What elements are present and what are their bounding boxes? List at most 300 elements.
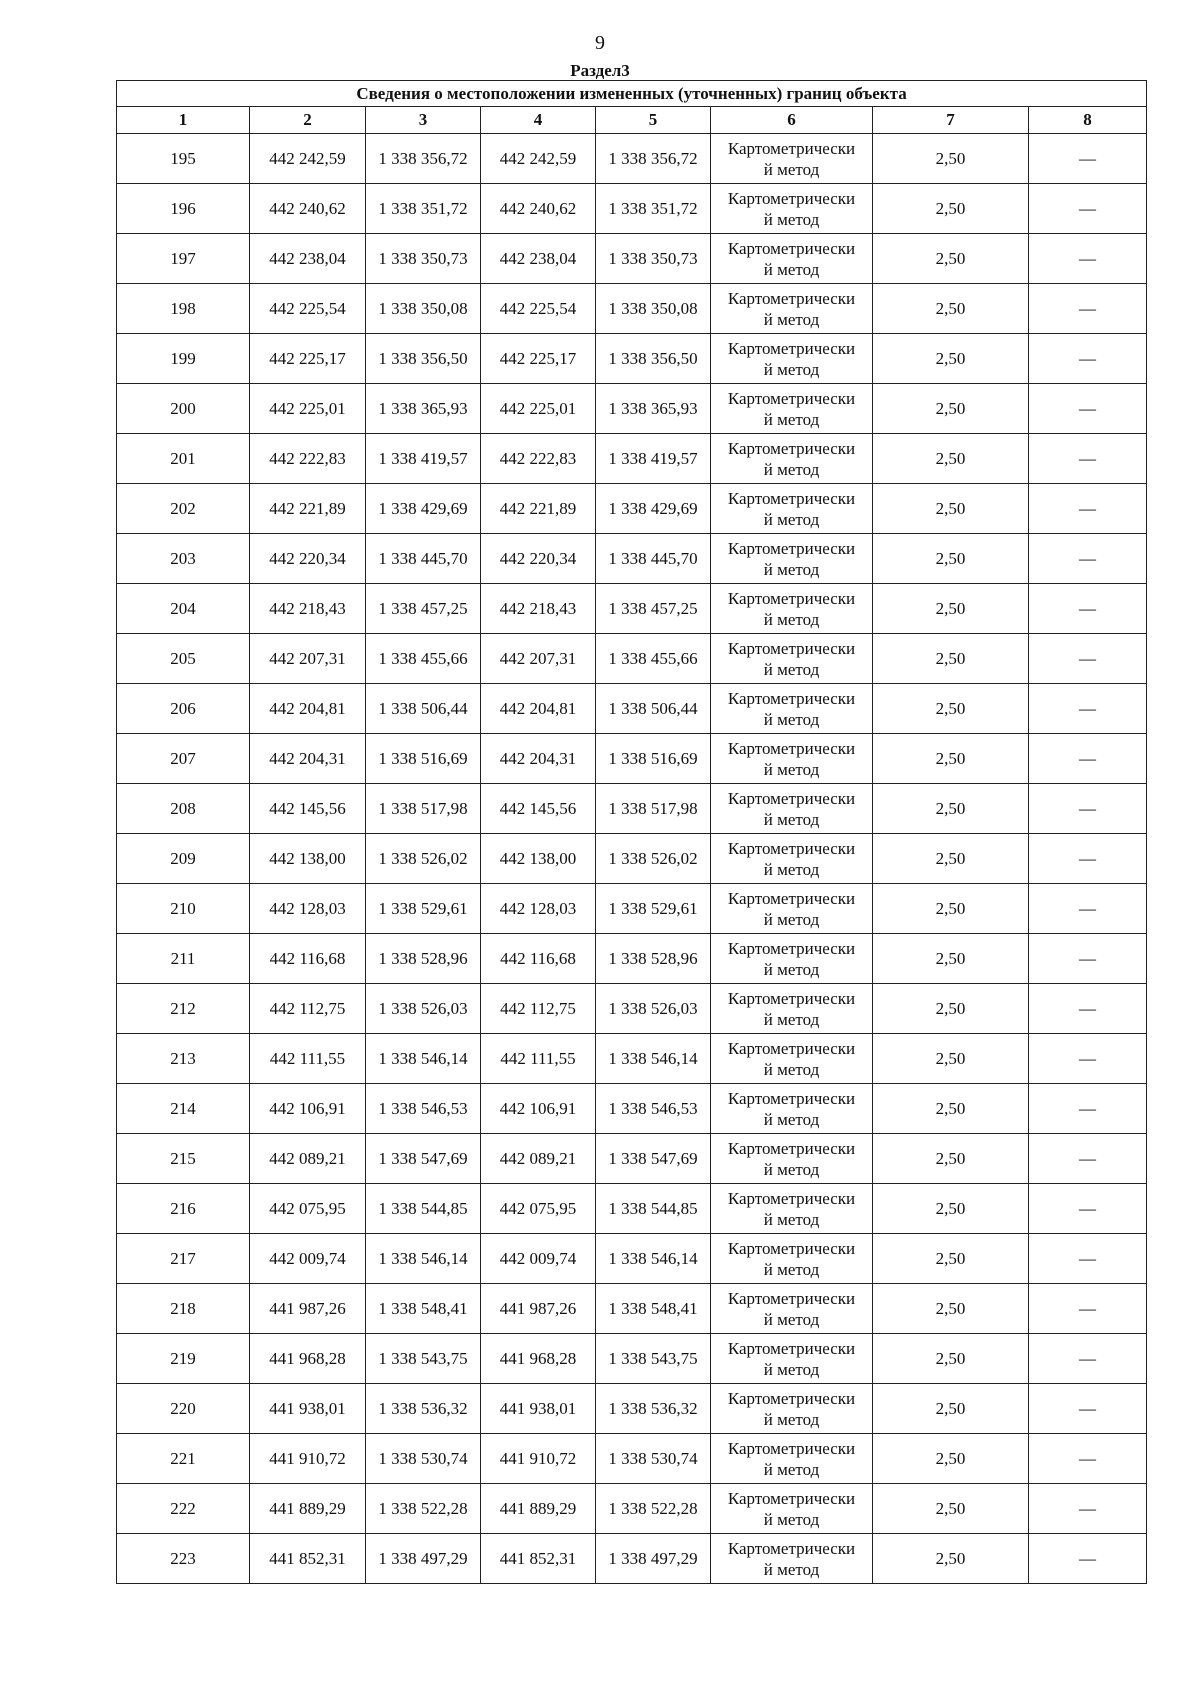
method-cell xyxy=(711,1484,873,1534)
accuracy-cell: 2,50 xyxy=(873,234,1029,284)
method-line-1: Картометрически xyxy=(727,1138,856,1158)
table-row xyxy=(117,934,1147,984)
x-old-cell: 441 987,26 xyxy=(250,1284,366,1334)
x-old-cell: 442 111,55 xyxy=(250,1034,366,1084)
method-line-1: Картометрически xyxy=(727,538,856,558)
table-row xyxy=(117,334,1147,384)
table-row xyxy=(117,1334,1147,1384)
x-old-cell: 442 145,56 xyxy=(250,784,366,834)
point-number-cell: 214 xyxy=(117,1084,250,1134)
x-new-cell: 442 225,01 xyxy=(481,384,596,434)
y-old-cell: 1 338 546,14 xyxy=(366,1034,481,1084)
table-row xyxy=(117,584,1147,634)
y-old-cell: 1 338 529,61 xyxy=(366,884,481,934)
y-old-cell: 1 338 548,41 xyxy=(366,1284,481,1334)
x-new-cell: 441 852,31 xyxy=(481,1534,596,1584)
method-line-1: Картометрически xyxy=(727,138,856,158)
x-old-cell: 442 240,62 xyxy=(250,184,366,234)
method-cell xyxy=(711,984,873,1034)
note-cell: — xyxy=(1029,1084,1147,1134)
method-line-1: Картометрически xyxy=(727,238,856,258)
accuracy-cell: 2,50 xyxy=(873,534,1029,584)
y-new-cell: 1 338 547,69 xyxy=(596,1134,711,1184)
note-cell: — xyxy=(1029,984,1147,1034)
x-new-cell: 442 106,91 xyxy=(481,1084,596,1134)
accuracy-cell: 2,50 xyxy=(873,184,1029,234)
y-old-cell: 1 338 526,02 xyxy=(366,834,481,884)
method-line-1: Картометрически xyxy=(727,938,856,958)
x-old-cell: 442 009,74 xyxy=(250,1234,366,1284)
y-old-cell: 1 338 429,69 xyxy=(366,484,481,534)
method-line-2: й метод xyxy=(763,309,820,329)
method-line-2: й метод xyxy=(763,1259,820,1279)
point-number-cell: 216 xyxy=(117,1184,250,1234)
x-old-cell: 442 221,89 xyxy=(250,484,366,534)
accuracy-cell: 2,50 xyxy=(873,1384,1029,1434)
note-cell: — xyxy=(1029,284,1147,334)
method-line-1: Картометрически xyxy=(727,1488,856,1508)
table-row xyxy=(117,834,1147,884)
method-cell xyxy=(711,184,873,234)
point-number-cell: 207 xyxy=(117,734,250,784)
accuracy-cell: 2,50 xyxy=(873,1184,1029,1234)
y-old-cell: 1 338 528,96 xyxy=(366,934,481,984)
method-line-2: й метод xyxy=(763,859,820,879)
point-number-cell: 210 xyxy=(117,884,250,934)
point-number-cell: 199 xyxy=(117,334,250,384)
x-old-cell: 441 938,01 xyxy=(250,1384,366,1434)
x-old-cell: 441 910,72 xyxy=(250,1434,366,1484)
accuracy-cell: 2,50 xyxy=(873,1434,1029,1484)
y-new-cell: 1 338 546,14 xyxy=(596,1234,711,1284)
table-row xyxy=(117,484,1147,534)
method-cell xyxy=(711,384,873,434)
table-row xyxy=(117,234,1147,284)
note-cell: — xyxy=(1029,334,1147,384)
method-cell xyxy=(711,884,873,934)
x-new-cell: 441 910,72 xyxy=(481,1434,596,1484)
point-number-cell: 220 xyxy=(117,1384,250,1434)
method-line-1: Картометрически xyxy=(727,1088,856,1108)
column-header: 4 xyxy=(481,107,596,134)
y-new-cell: 1 338 429,69 xyxy=(596,484,711,534)
column-header: 3 xyxy=(366,107,481,134)
y-new-cell: 1 338 546,14 xyxy=(596,1034,711,1084)
table-row xyxy=(117,534,1147,584)
accuracy-cell: 2,50 xyxy=(873,584,1029,634)
column-header: 5 xyxy=(596,107,711,134)
note-cell: — xyxy=(1029,184,1147,234)
x-new-cell: 442 207,31 xyxy=(481,634,596,684)
y-new-cell: 1 338 356,72 xyxy=(596,134,711,184)
note-cell: — xyxy=(1029,1534,1147,1584)
x-new-cell: 442 112,75 xyxy=(481,984,596,1034)
x-old-cell: 442 225,01 xyxy=(250,384,366,434)
table-body xyxy=(117,134,1147,1584)
accuracy-cell: 2,50 xyxy=(873,834,1029,884)
method-line-1: Картометрически xyxy=(727,338,856,358)
x-old-cell: 442 116,68 xyxy=(250,934,366,984)
accuracy-cell: 2,50 xyxy=(873,484,1029,534)
method-line-1: Картометрически xyxy=(727,1038,856,1058)
x-old-cell: 442 207,31 xyxy=(250,634,366,684)
point-number-cell: 204 xyxy=(117,584,250,634)
method-line-2: й метод xyxy=(763,1309,820,1329)
accuracy-cell: 2,50 xyxy=(873,734,1029,784)
point-number-cell: 209 xyxy=(117,834,250,884)
method-cell xyxy=(711,134,873,184)
note-cell: — xyxy=(1029,884,1147,934)
y-old-cell: 1 338 516,69 xyxy=(366,734,481,784)
column-header: 7 xyxy=(873,107,1029,134)
y-old-cell: 1 338 356,50 xyxy=(366,334,481,384)
method-cell xyxy=(711,1234,873,1284)
method-line-2: й метод xyxy=(763,809,820,829)
method-cell xyxy=(711,1034,873,1084)
method-line-1: Картометрически xyxy=(727,488,856,508)
point-number-cell: 217 xyxy=(117,1234,250,1284)
y-new-cell: 1 338 516,69 xyxy=(596,734,711,784)
y-new-cell: 1 338 497,29 xyxy=(596,1534,711,1584)
y-old-cell: 1 338 350,73 xyxy=(366,234,481,284)
accuracy-cell: 2,50 xyxy=(873,1084,1029,1134)
table-row xyxy=(117,434,1147,484)
point-number-cell: 211 xyxy=(117,934,250,984)
y-new-cell: 1 338 528,96 xyxy=(596,934,711,984)
note-cell: — xyxy=(1029,684,1147,734)
table-row xyxy=(117,1384,1147,1434)
note-cell: — xyxy=(1029,1284,1147,1334)
table-row xyxy=(117,1534,1147,1584)
method-cell xyxy=(711,634,873,684)
note-cell: — xyxy=(1029,1184,1147,1234)
table-row xyxy=(117,884,1147,934)
method-cell xyxy=(711,1184,873,1234)
x-old-cell: 442 204,81 xyxy=(250,684,366,734)
y-new-cell: 1 338 506,44 xyxy=(596,684,711,734)
method-line-1: Картометрически xyxy=(727,788,856,808)
x-new-cell: 442 075,95 xyxy=(481,1184,596,1234)
accuracy-cell: 2,50 xyxy=(873,1134,1029,1184)
method-line-1: Картометрически xyxy=(727,288,856,308)
method-line-2: й метод xyxy=(763,1559,820,1579)
y-old-cell: 1 338 351,72 xyxy=(366,184,481,234)
note-cell: — xyxy=(1029,384,1147,434)
x-old-cell: 442 225,54 xyxy=(250,284,366,334)
note-cell: — xyxy=(1029,634,1147,684)
note-cell: — xyxy=(1029,784,1147,834)
point-number-cell: 196 xyxy=(117,184,250,234)
y-new-cell: 1 338 455,66 xyxy=(596,634,711,684)
table-row xyxy=(117,384,1147,434)
x-old-cell: 441 889,29 xyxy=(250,1484,366,1534)
x-old-cell: 442 204,31 xyxy=(250,734,366,784)
x-new-cell: 442 238,04 xyxy=(481,234,596,284)
table-row xyxy=(117,734,1147,784)
table-row xyxy=(117,1184,1147,1234)
table-row xyxy=(117,984,1147,1034)
y-old-cell: 1 338 544,85 xyxy=(366,1184,481,1234)
table-row xyxy=(117,1084,1147,1134)
note-cell: — xyxy=(1029,534,1147,584)
method-line-2: й метод xyxy=(763,209,820,229)
x-old-cell: 442 222,83 xyxy=(250,434,366,484)
accuracy-cell: 2,50 xyxy=(873,684,1029,734)
method-line-1: Картометрически xyxy=(727,1238,856,1258)
y-new-cell: 1 338 543,75 xyxy=(596,1334,711,1384)
x-new-cell: 442 128,03 xyxy=(481,884,596,934)
table-caption: Сведения о местоположении измененных (уточненных) границ объекта xyxy=(117,81,1147,107)
method-line-2: й метод xyxy=(763,559,820,579)
accuracy-cell: 2,50 xyxy=(873,934,1029,984)
method-cell xyxy=(711,1434,873,1484)
y-old-cell: 1 338 547,69 xyxy=(366,1134,481,1184)
method-line-2: й метод xyxy=(763,959,820,979)
y-new-cell: 1 338 445,70 xyxy=(596,534,711,584)
accuracy-cell: 2,50 xyxy=(873,1484,1029,1534)
x-old-cell: 442 225,17 xyxy=(250,334,366,384)
method-line-2: й метод xyxy=(763,909,820,929)
method-line-2: й метод xyxy=(763,1109,820,1129)
method-line-1: Картометрически xyxy=(727,1538,856,1558)
method-cell xyxy=(711,734,873,784)
y-new-cell: 1 338 351,72 xyxy=(596,184,711,234)
method-line-2: й метод xyxy=(763,509,820,529)
table-row xyxy=(117,284,1147,334)
note-cell: — xyxy=(1029,584,1147,634)
x-new-cell: 441 987,26 xyxy=(481,1284,596,1334)
y-old-cell: 1 338 419,57 xyxy=(366,434,481,484)
y-old-cell: 1 338 497,29 xyxy=(366,1534,481,1584)
y-new-cell: 1 338 350,73 xyxy=(596,234,711,284)
x-old-cell: 442 106,91 xyxy=(250,1084,366,1134)
x-old-cell: 442 242,59 xyxy=(250,134,366,184)
y-new-cell: 1 338 365,93 xyxy=(596,384,711,434)
x-new-cell: 442 145,56 xyxy=(481,784,596,834)
method-cell xyxy=(711,1134,873,1184)
point-number-cell: 213 xyxy=(117,1034,250,1084)
table-row xyxy=(117,1034,1147,1084)
y-old-cell: 1 338 530,74 xyxy=(366,1434,481,1484)
method-line-1: Картометрически xyxy=(727,838,856,858)
x-old-cell: 442 112,75 xyxy=(250,984,366,1034)
method-cell xyxy=(711,1284,873,1334)
point-number-cell: 198 xyxy=(117,284,250,334)
y-old-cell: 1 338 445,70 xyxy=(366,534,481,584)
x-new-cell: 442 089,21 xyxy=(481,1134,596,1184)
x-new-cell: 442 204,31 xyxy=(481,734,596,784)
method-line-1: Картометрически xyxy=(727,1288,856,1308)
x-old-cell: 442 138,00 xyxy=(250,834,366,884)
accuracy-cell: 2,50 xyxy=(873,984,1029,1034)
method-line-1: Картометрически xyxy=(727,1438,856,1458)
method-line-1: Картометрически xyxy=(727,1338,856,1358)
table-row xyxy=(117,1234,1147,1284)
y-old-cell: 1 338 517,98 xyxy=(366,784,481,834)
x-new-cell: 442 220,34 xyxy=(481,534,596,584)
column-header: 1 xyxy=(117,107,250,134)
note-cell: — xyxy=(1029,434,1147,484)
method-line-1: Картометрически xyxy=(727,1388,856,1408)
method-line-1: Картометрически xyxy=(727,988,856,1008)
table-row xyxy=(117,1484,1147,1534)
y-new-cell: 1 338 517,98 xyxy=(596,784,711,834)
y-old-cell: 1 338 455,66 xyxy=(366,634,481,684)
x-new-cell: 442 240,62 xyxy=(481,184,596,234)
y-old-cell: 1 338 522,28 xyxy=(366,1484,481,1534)
method-cell xyxy=(711,584,873,634)
x-old-cell: 442 075,95 xyxy=(250,1184,366,1234)
method-cell xyxy=(711,534,873,584)
x-new-cell: 442 222,83 xyxy=(481,434,596,484)
accuracy-cell: 2,50 xyxy=(873,134,1029,184)
x-new-cell: 442 221,89 xyxy=(481,484,596,534)
note-cell: — xyxy=(1029,1484,1147,1534)
method-line-2: й метод xyxy=(763,1159,820,1179)
table-row xyxy=(117,634,1147,684)
method-cell xyxy=(711,684,873,734)
method-line-2: й метод xyxy=(763,259,820,279)
y-new-cell: 1 338 546,53 xyxy=(596,1084,711,1134)
point-number-cell: 205 xyxy=(117,634,250,684)
point-number-cell: 201 xyxy=(117,434,250,484)
method-line-1: Картометрически xyxy=(727,438,856,458)
y-old-cell: 1 338 546,14 xyxy=(366,1234,481,1284)
x-new-cell: 441 889,29 xyxy=(481,1484,596,1534)
x-old-cell: 441 852,31 xyxy=(250,1534,366,1584)
x-new-cell: 442 225,17 xyxy=(481,334,596,384)
page-number: 9 xyxy=(595,32,605,54)
method-line-2: й метод xyxy=(763,709,820,729)
point-number-cell: 195 xyxy=(117,134,250,184)
x-old-cell: 442 220,34 xyxy=(250,534,366,584)
x-new-cell: 441 938,01 xyxy=(481,1384,596,1434)
method-line-2: й метод xyxy=(763,1459,820,1479)
accuracy-cell: 2,50 xyxy=(873,284,1029,334)
x-old-cell: 442 238,04 xyxy=(250,234,366,284)
y-new-cell: 1 338 457,25 xyxy=(596,584,711,634)
y-new-cell: 1 338 530,74 xyxy=(596,1434,711,1484)
method-cell xyxy=(711,934,873,984)
note-cell: — xyxy=(1029,1134,1147,1184)
note-cell: — xyxy=(1029,734,1147,784)
y-new-cell: 1 338 526,02 xyxy=(596,834,711,884)
method-line-2: й метод xyxy=(763,359,820,379)
note-cell: — xyxy=(1029,1334,1147,1384)
method-cell xyxy=(711,284,873,334)
note-cell: — xyxy=(1029,1434,1147,1484)
accuracy-cell: 2,50 xyxy=(873,434,1029,484)
note-cell: — xyxy=(1029,234,1147,284)
column-header-row xyxy=(117,107,1147,134)
column-header: 6 xyxy=(711,107,873,134)
method-line-1: Картометрически xyxy=(727,638,856,658)
x-new-cell: 441 968,28 xyxy=(481,1334,596,1384)
point-number-cell: 222 xyxy=(117,1484,250,1534)
note-cell: — xyxy=(1029,134,1147,184)
accuracy-cell: 2,50 xyxy=(873,334,1029,384)
y-new-cell: 1 338 529,61 xyxy=(596,884,711,934)
x-new-cell: 442 225,54 xyxy=(481,284,596,334)
point-number-cell: 202 xyxy=(117,484,250,534)
table-row xyxy=(117,1284,1147,1334)
method-cell xyxy=(711,1334,873,1384)
y-old-cell: 1 338 356,72 xyxy=(366,134,481,184)
method-line-2: й метод xyxy=(763,759,820,779)
y-old-cell: 1 338 536,32 xyxy=(366,1384,481,1434)
table-row xyxy=(117,784,1147,834)
table-row xyxy=(117,1434,1147,1484)
method-line-2: й метод xyxy=(763,1009,820,1029)
method-line-1: Картометрически xyxy=(727,738,856,758)
method-line-2: й метод xyxy=(763,159,820,179)
note-cell: — xyxy=(1029,934,1147,984)
point-number-cell: 208 xyxy=(117,784,250,834)
method-cell xyxy=(711,484,873,534)
table-row xyxy=(117,1134,1147,1184)
method-cell xyxy=(711,1084,873,1134)
y-old-cell: 1 338 543,75 xyxy=(366,1334,481,1384)
point-number-cell: 200 xyxy=(117,384,250,434)
note-cell: — xyxy=(1029,834,1147,884)
y-old-cell: 1 338 506,44 xyxy=(366,684,481,734)
method-line-1: Картометрически xyxy=(727,588,856,608)
y-old-cell: 1 338 457,25 xyxy=(366,584,481,634)
note-cell: — xyxy=(1029,1234,1147,1284)
point-number-cell: 206 xyxy=(117,684,250,734)
x-old-cell: 442 128,03 xyxy=(250,884,366,934)
point-number-cell: 212 xyxy=(117,984,250,1034)
method-line-1: Картометрически xyxy=(727,688,856,708)
accuracy-cell: 2,50 xyxy=(873,1234,1029,1284)
point-number-cell: 223 xyxy=(117,1534,250,1584)
method-cell xyxy=(711,1534,873,1584)
y-new-cell: 1 338 419,57 xyxy=(596,434,711,484)
y-new-cell: 1 338 536,32 xyxy=(596,1384,711,1434)
method-line-1: Картометрически xyxy=(727,888,856,908)
x-new-cell: 442 009,74 xyxy=(481,1234,596,1284)
boundary-table xyxy=(116,80,1147,1584)
note-cell: — xyxy=(1029,484,1147,534)
y-new-cell: 1 338 522,28 xyxy=(596,1484,711,1534)
method-cell xyxy=(711,834,873,884)
method-line-2: й метод xyxy=(763,1409,820,1429)
method-line-2: й метод xyxy=(763,459,820,479)
column-header: 8 xyxy=(1029,107,1147,134)
method-line-1: Картометрически xyxy=(727,188,856,208)
y-old-cell: 1 338 546,53 xyxy=(366,1084,481,1134)
y-old-cell: 1 338 526,03 xyxy=(366,984,481,1034)
method-cell xyxy=(711,434,873,484)
x-new-cell: 442 242,59 xyxy=(481,134,596,184)
method-line-2: й метод xyxy=(763,659,820,679)
method-cell xyxy=(711,1384,873,1434)
accuracy-cell: 2,50 xyxy=(873,884,1029,934)
table-row xyxy=(117,184,1147,234)
note-cell: — xyxy=(1029,1384,1147,1434)
method-line-1: Картометрически xyxy=(727,388,856,408)
point-number-cell: 215 xyxy=(117,1134,250,1184)
method-line-2: й метод xyxy=(763,1059,820,1079)
method-line-2: й метод xyxy=(763,1359,820,1379)
point-number-cell: 203 xyxy=(117,534,250,584)
x-new-cell: 442 218,43 xyxy=(481,584,596,634)
y-old-cell: 1 338 365,93 xyxy=(366,384,481,434)
accuracy-cell: 2,50 xyxy=(873,1284,1029,1334)
table-row xyxy=(117,134,1147,184)
method-cell xyxy=(711,334,873,384)
accuracy-cell: 2,50 xyxy=(873,1534,1029,1584)
